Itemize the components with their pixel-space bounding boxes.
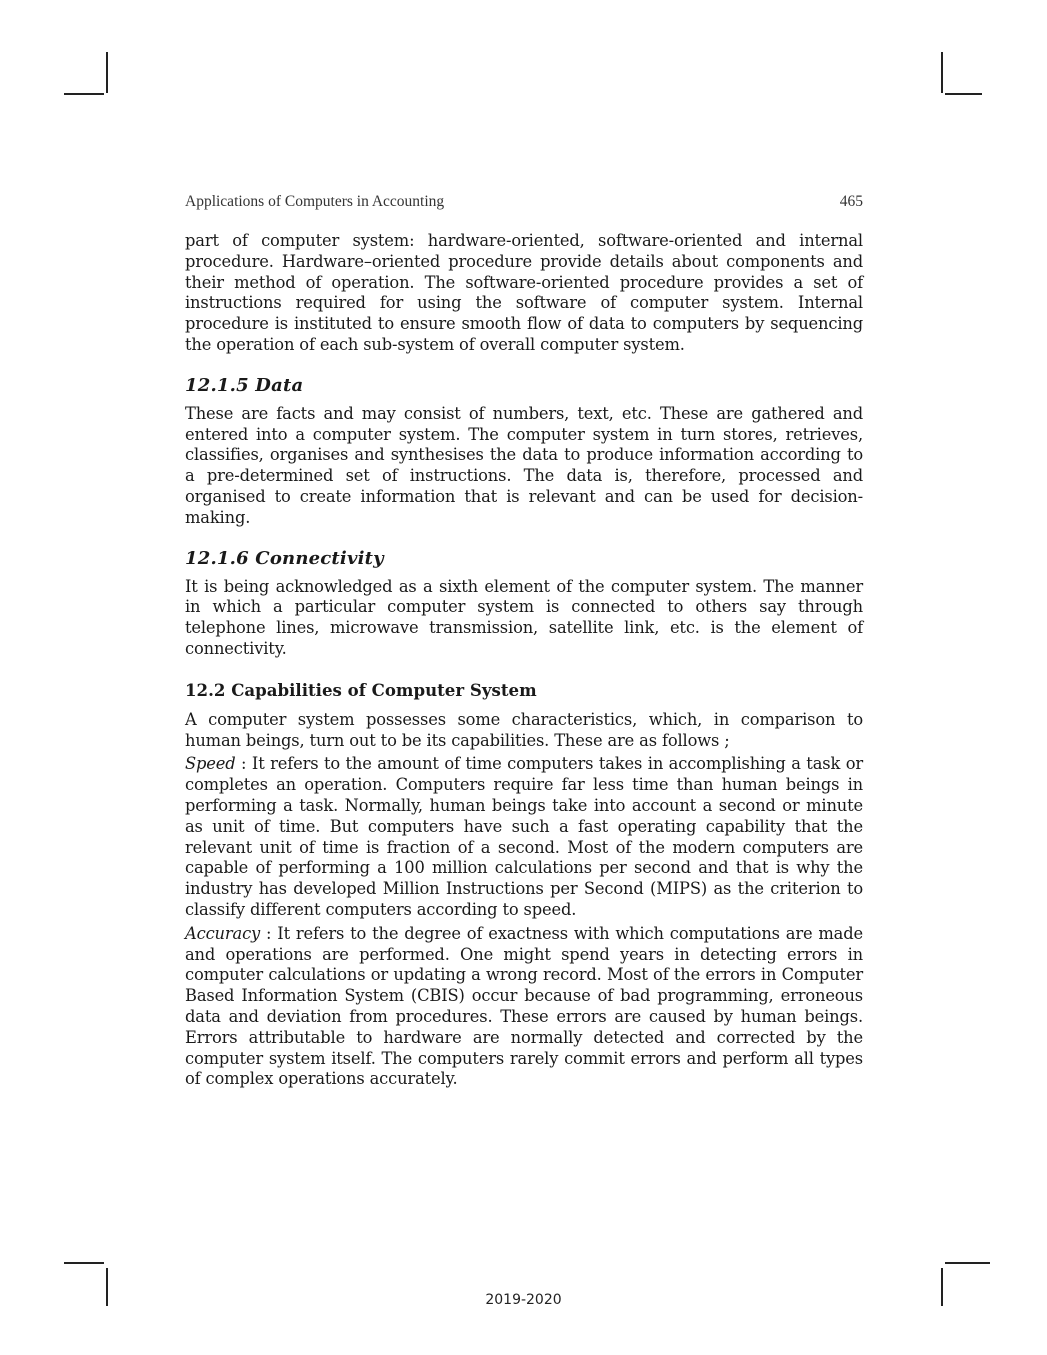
crop-mark-bottom-right-horizontal <box>945 1262 990 1264</box>
section-heading-connectivity: 12.1.6 Connectivity <box>185 547 384 569</box>
speed-paragraph <box>185 754 863 920</box>
intro-paragraph: part of computer system: hardware-oriented, software-oriented and internal procedure. Hardware–oriented procedure provide details about components and their method of operation. The software-oriented procedure provides a set of instructions required for using the software of computer system. Internal procedure is instituted to ensure smooth flow of data to computers by sequencing the operation of each sub-system of overall computer system. <box>185 231 863 354</box>
crop-mark-top-left-vertical <box>106 52 108 93</box>
page-number: 465 <box>839 193 863 210</box>
crop-mark-top-left-horizontal <box>64 93 104 95</box>
speed-term: Speed <box>185 754 236 774</box>
accuracy-term: Accuracy <box>185 923 261 943</box>
data-paragraph: These are facts and may consist of numbers, text, etc. These are gathered and entered into a computer system. The computer system in turn stores, retrieves, classifies, organises and synthesises the data to produce information according to a pre-determined set of instructions. The data is, therefore, processed and organised to create information that is relevant and can be used for decision-making. <box>185 403 863 527</box>
chapter-title: Applications of Computers in Accounting <box>185 193 445 210</box>
capabilities-intro: A computer system possesses some characteristics, which, in comparison to human beings, turn out to be its capabilities. These are as follows ; <box>185 709 863 750</box>
connectivity-paragraph: It is being acknowledged as a sixth element of the computer system. The manner in which a particular computer system is connected to others say through telephone lines, microwave transmission, satellite link, etc. is the element of connectivity. <box>185 576 863 658</box>
speed-text: : It refers to the amount of time computers takes in accomplishing a task or completes an operation. Computers require far less time than human beings in performing a task. Normally, human beings take into account a second or minute as unit of time. But computers have such a fast operating capability that the relevant unit of time is fraction of a second. Most of the modern computers are capable of performing a 100 million calculations per second and that is why the industry has developed Million Instructions per Second (MIPS) as the criterion to classify different computers according to speed. <box>185 754 863 919</box>
section-heading-capabilities: 12.2 Capabilities of Computer System <box>185 679 537 700</box>
accuracy-paragraph <box>185 924 863 1090</box>
section-heading-data: 12.1.5 Data <box>185 374 304 396</box>
crop-mark-bottom-left-horizontal <box>64 1262 104 1264</box>
footer-year: 2019-2020 <box>485 1292 562 1308</box>
page-body <box>185 193 863 1090</box>
running-header <box>185 193 863 215</box>
crop-mark-top-right-vertical <box>941 52 943 93</box>
crop-mark-top-right-horizontal <box>945 93 982 95</box>
accuracy-text: : It refers to the degree of exactness with which computations are made and operations are performed. One might spend years in detecting errors in computer calculations or updating a wrong record. Most of the errors in Computer Based Information System (CBIS) occur because of bad programming, erroneous data and deviation from procedures. These errors are caused by human beings. Errors attributable to hardware are normally detected and corrected by the computer system itself. The computers rarely commit errors and perform all types of complex operations accurately. <box>185 923 863 1089</box>
